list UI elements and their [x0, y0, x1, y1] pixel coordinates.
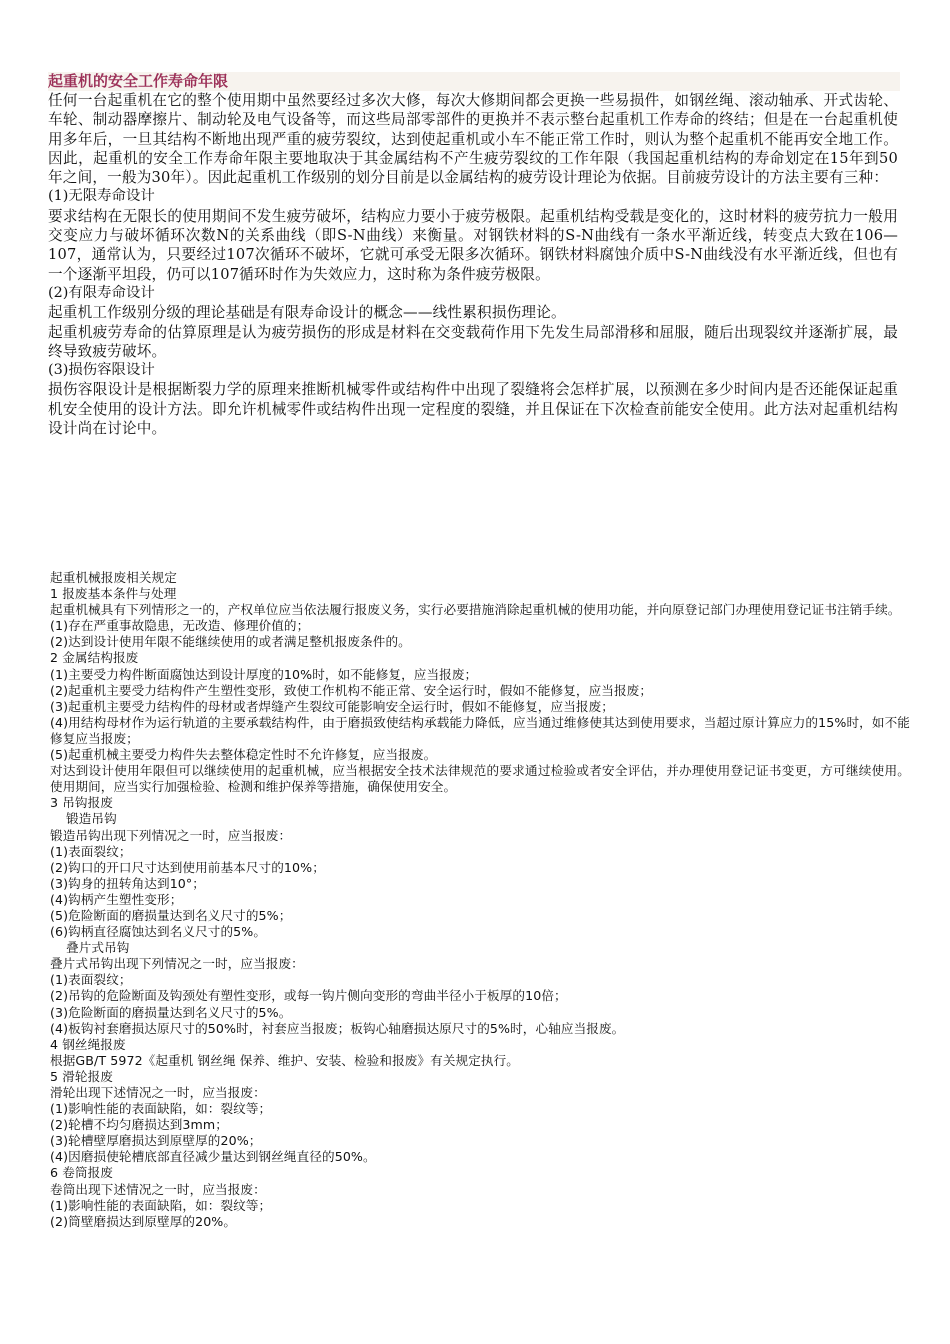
- section-crane-service-life: [48, 72, 898, 438]
- subheading-finite-life: (2)有限寿命设计: [48, 284, 155, 301]
- list-item: (5)危险断面的磨损量达到名义尺寸的5%；: [50, 907, 292, 923]
- list-item: (2)吊钩的危险断面及钩颈处有塑性变形，或每一钩片侧向变形的弯曲半径小于板厚的10倍；: [50, 988, 567, 1004]
- section-scrapping-rules: [50, 570, 910, 1230]
- paragraph-finite-life-b: 起重机疲劳寿命的估算原理是认为疲劳损伤的形成是材料在交变载荷作用下先发生局部滑移和屈服，随后出现裂纹并逐渐扩展，最终导致疲劳破坏。: [48, 323, 898, 360]
- paragraph-intro: 任何一台起重机在它的整个使用期中虽然要经过多次大修，每次大修期间都会更换一些易损件，如钢丝绳、滚动轴承、开式齿轮、车轮、制动器摩擦片、制动轮及电气设备等，而这些局部零部件的更换并不表示整台起重机工作寿命的终结；但是在一台起重机使用多年后，一旦其结构不断地出现严重的疲劳裂纹，达到使起重机或小车不能正常工作时，则认为整个起重机不能再安全地工作。因此，起重机的安全工作寿命年限主要地取决于其金属结构不产生疲劳裂纹的工作年限（我国起重机结构的寿命划定在15年到50年之间，一般为30年）。因此起重机工作级别的划分目前是以金属结构的疲劳设计理论为依据。目前疲劳设计的方法主要有三种：: [48, 92, 898, 187]
- list-item: (1)主要受力构件断面腐蚀达到设计厚度的10%时，如不能修复，应当报废；: [50, 666, 478, 682]
- paragraph-wire-rope: 根据GB/T 5972《起重机 钢丝绳 保养、维护、安装、检验和报废》有关规定执行。: [50, 1052, 519, 1068]
- list-item: (3)钩身的扭转角达到10°；: [50, 875, 206, 891]
- list-item: (3)起重机主要受力结构件的母材或者焊缝产生裂纹可能影响安全运行时，假如不能修复，应当报废；: [50, 698, 614, 714]
- list-item: (4)因磨损使轮槽底部直径减少量达到钢丝绳直径的50%。: [50, 1149, 376, 1165]
- heading-metal-structure: 2 金属结构报废: [50, 650, 139, 666]
- list-intro: 卷筒出现下述情况之一时，应当报废：: [50, 1181, 266, 1197]
- list-intro: 滑轮出现下述情况之一时，应当报废：: [50, 1085, 266, 1100]
- list-item: (2)筒壁磨损达到原壁厚的20%。: [50, 1213, 237, 1229]
- list-item: (1)表面裂纹；: [50, 972, 132, 988]
- subheading-forged-hook: 锻造吊钩: [66, 811, 117, 827]
- list-item: (2)起重机主要受力结构件产生塑性变形，致使工作机构不能正常、安全运行时，假如不能修复，应当报废；: [50, 682, 653, 698]
- list-item: (4)钩柄产生塑性变形；: [50, 891, 183, 907]
- list-item: (5)起重机械主要受力构件失去整体稳定性时不允许修复，应当报废。: [50, 747, 437, 763]
- heading-drum: 6 卷筒报废: [50, 1165, 113, 1181]
- subheading-infinite-life: (1)无限寿命设计: [48, 188, 155, 205]
- paragraph-infinite-life: 要求结构在无限长的使用期间不发生疲劳破坏，结构应力要小于疲劳极限。起重机结构受载是变化的，这时材料的疲劳抗力一般用交变应力与破坏循环次数N的关系曲线（即S-N曲线）来衡量。对钢铁材料的S-N曲线有一条水平渐近线，转变点大致在106—107，通常认为，只要经过107次循环不破坏，它就可承受无限多次循环。钢铁材料腐蚀介质中S-N曲线没有水平渐近线，但也有一个逐渐平坦段，仍可以107循环时作为失效应力，这时称为条件疲劳极限。: [48, 207, 898, 283]
- heading-hook: 3 吊钩报废: [50, 795, 113, 811]
- paragraph-continued-use: 对达到设计使用年限但可以继续使用的起重机械，应当根据安全技术法律规范的要求通过检验或者安全评估，并办理使用登记证书变更，方可继续使用。使用期间，应当实行加强检验、检测和维护保养等措施，确保使用安全。: [50, 763, 910, 795]
- subheading-damage-tolerance: (3)损伤容限设计: [48, 362, 155, 379]
- section-title: 起重机械报废相关规定: [50, 570, 177, 585]
- list-item: (1)影响性能的表面缺陷，如：裂纹等；: [50, 1197, 272, 1213]
- heading-wire-rope: 4 钢丝绳报废: [50, 1036, 126, 1052]
- paragraph-basic-conditions: 起重机械具有下列情形之一的，产权单位应当依法履行报废义务，实行必要措施消除起重机械的使用功能，并向原登记部门办理使用登记证书注销手续。: [50, 602, 901, 618]
- list-intro: 叠片式吊钩出现下列情况之一时，应当报废：: [50, 956, 304, 972]
- paragraph-damage-tolerance: 损伤容限设计是根据断裂力学的原理来推断机械零件或结构件中出现了裂缝将会怎样扩展，以预测在多少时间内是否还能保证起重机安全使用的设计方法。即允许机械零件或结构件出现一定程度的裂缝，并且保证在下次检查前能安全使用。此方法对起重机结构设计尚在讨论中。: [48, 381, 898, 438]
- heading-basic-conditions: 1 报废基本条件与处理: [50, 586, 177, 602]
- list-item: (1)表面裂纹；: [50, 843, 132, 859]
- list-item: (4)板钩衬套磨损达原尺寸的50%时，衬套应当报废；板钩心轴磨损达原尺寸的5%时，心轴应当报废。: [50, 1020, 625, 1036]
- list-item: (1)存在严重事故隐患，无改造、修理价值的；: [50, 618, 310, 634]
- list-item: (3)危险断面的磨损量达到名义尺寸的5%。: [50, 1004, 292, 1020]
- list-item: (6)钩柄直径腐蚀达到名义尺寸的5%。: [50, 924, 267, 940]
- list-item: (2)轮槽不均匀磨损达到3mm；: [50, 1117, 228, 1133]
- list-intro: 锻造吊钩出现下列情况之一时，应当报废：: [50, 827, 292, 843]
- section-title: 起重机的安全工作寿命年限: [48, 72, 229, 90]
- list-item: (4)用结构母材作为运行轨道的主要承载结构件，由于磨损致使结构承载能力降低，应当通过维修使其达到使用要求，当超过原计算应力的15%时，如不能修复应当报废；: [50, 714, 910, 746]
- list-item: (2)钩口的开口尺寸达到使用前基本尺寸的10%；: [50, 859, 325, 875]
- heading-pulley: 5 滑轮报废: [50, 1068, 113, 1084]
- subheading-laminated-hook: 叠片式吊钩: [66, 940, 130, 956]
- paragraph-finite-life-a: 起重机工作级别分级的理论基础是有限寿命设计的概念——线性累积损伤理论。: [48, 304, 566, 322]
- list-item: (1)影响性能的表面缺陷，如：裂纹等；: [50, 1101, 272, 1117]
- list-item: (3)轮槽壁厚磨损达到原壁厚的20%；: [50, 1133, 262, 1149]
- list-item: (2)达到设计使用年限不能继续使用的或者满足整机报废条件的。: [50, 634, 411, 650]
